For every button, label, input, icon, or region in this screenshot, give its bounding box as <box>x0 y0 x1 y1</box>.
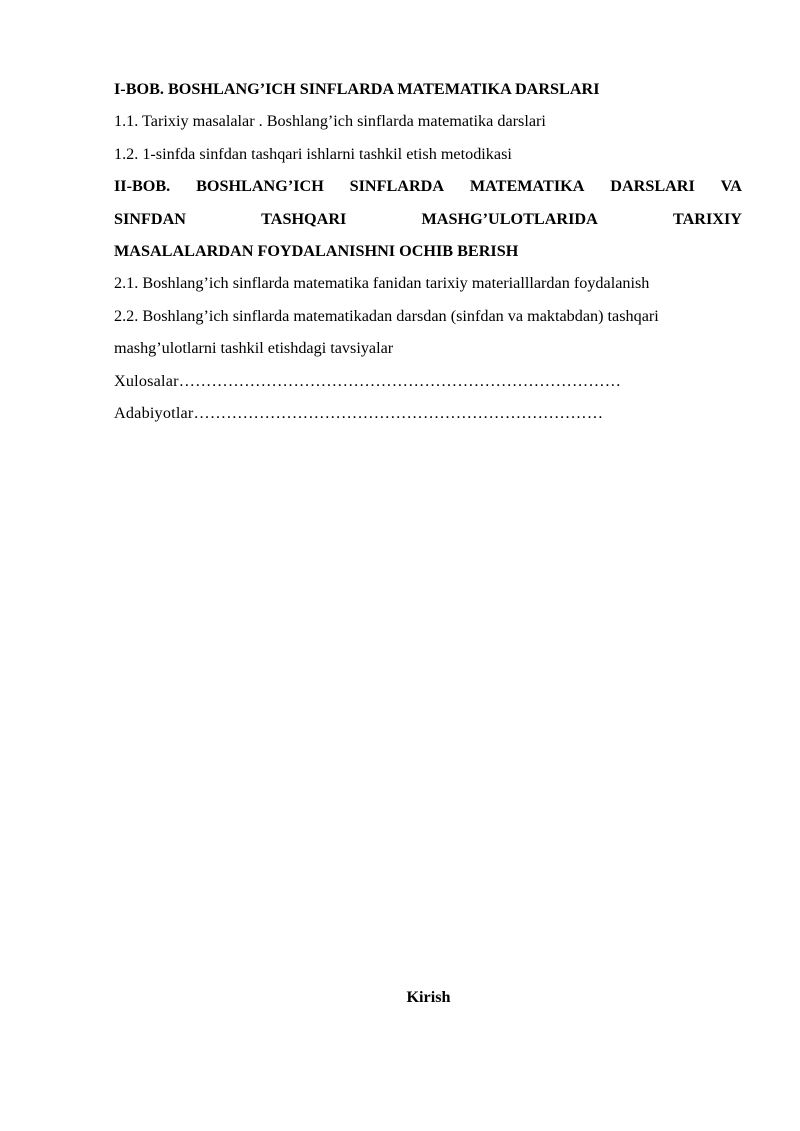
chapter-2-word: MASHG’ULOTLARIDA <box>421 209 598 228</box>
toc-item-2-1: 2.1. Boshlang’ich sinflarda matematika fanidan tarixiy materialllardan foydalanish <box>114 274 650 293</box>
section-heading-introduction: Kirish <box>406 988 451 1006</box>
chapter-2-word: VA <box>720 177 742 196</box>
chapter-2-title-line-3: MASALALARDAN FOYDALANISHNI OCHIB BERISH <box>114 241 519 260</box>
chapter-2-word: TARIXIY <box>673 209 742 228</box>
toc-item-2-2-line-1: 2.2. Boshlang’ich sinflarda matematikadan darsdan (sinfdan va maktabdan) tashqari <box>114 306 659 325</box>
table-of-contents <box>114 73 742 429</box>
toc-conclusions: Xulosalar……………………………………………………………………… <box>114 371 622 390</box>
chapter-2-word: TASHQARI <box>261 209 347 228</box>
chapter-2-word: SINFLARDA <box>349 177 445 196</box>
chapter-2-word: II-BOB. <box>114 177 171 196</box>
chapter-2-word: SINFDAN <box>114 209 186 228</box>
toc-item-1-2: 1.2. 1-sinfda sinfdan tashqari ishlarni tashkil etish metodikasi <box>114 144 512 163</box>
chapter-1-title: I-BOB. BOSHLANG’ICH SINFLARDA MATEMATIKA DARSLARI <box>114 80 600 98</box>
toc-references: Adabiyotlar………………………………………………………………… <box>114 403 604 422</box>
toc-item-2-2-line-2: mashg’ulotlarni tashkil etishdagi tavsiyalar <box>114 339 394 358</box>
toc-item-1-1: 1.1. Tarixiy masalalar . Boshlang’ich sinflarda matematika darslari <box>114 112 546 131</box>
chapter-2-word: BOSHLANG’ICH <box>196 177 324 196</box>
chapter-2-title-line-1 <box>114 170 742 202</box>
chapter-2-title-line-2 <box>114 203 742 235</box>
chapter-2-word: DARSLARI <box>610 177 695 196</box>
chapter-2-word: MATEMATIKA <box>469 177 585 196</box>
